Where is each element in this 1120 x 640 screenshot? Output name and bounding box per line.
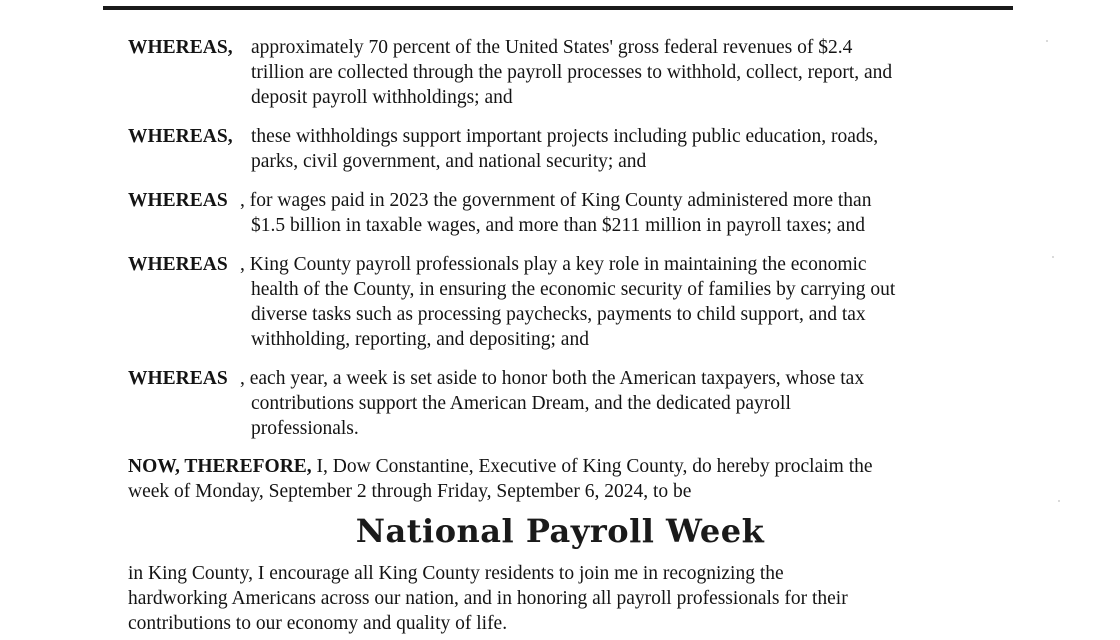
closing-line: hardworking Americans across our nation, and in honoring all payroll professionals for their <box>128 588 848 609</box>
whereas-clause-3 <box>128 188 1008 238</box>
clause-text <box>251 124 1008 174</box>
whereas-clause-1 <box>128 35 1008 110</box>
closing-paragraph <box>128 561 1008 636</box>
clause-line: contributions support the American Dream, and the dedicated payroll <box>251 393 791 414</box>
whereas-label: WHEREAS, <box>128 126 233 147</box>
proclamation-line-2: week of Monday, September 2 through Friday, September 6, 2024, to be <box>128 481 692 502</box>
clause-line: diverse tasks such as processing paychecks, payments to child support, and tax <box>251 304 866 325</box>
whereas-clause-2 <box>128 124 1008 174</box>
closing-line: contributions to our economy and quality of life. <box>128 613 508 634</box>
proclamation-title: National Payroll Week <box>355 512 765 550</box>
clause-text <box>240 188 1008 238</box>
closing-line: in King County, I encourage all King County residents to join me in recognizing the <box>128 563 784 584</box>
whereas-clause-4 <box>128 252 1008 352</box>
whereas-clause-5 <box>128 366 1008 441</box>
clause-line: deposit payroll withholdings; and <box>251 87 513 108</box>
whereas-label: WHEREAS <box>128 368 228 389</box>
clause-line: , King County payroll professionals play a key role in maintaining the economic <box>240 254 867 275</box>
clause-line: , for wages paid in 2023 the government of King County administered more than <box>240 190 872 211</box>
proclamation-paragraph <box>128 454 1008 504</box>
proclamation-text: I, Dow Constantine, Executive of King County, do hereby proclaim the <box>311 456 873 477</box>
clause-text <box>240 366 1008 441</box>
whereas-label: WHEREAS <box>128 190 228 211</box>
clause-line: health of the County, in ensuring the economic security of families by carrying out <box>251 279 896 300</box>
scan-speck <box>1052 256 1054 258</box>
clause-text <box>240 252 1008 352</box>
whereas-label: WHEREAS <box>128 254 228 275</box>
clause-line: approximately 70 percent of the United States' gross federal revenues of $2.4 <box>251 37 853 58</box>
clause-line: trillion are collected through the payroll processes to withhold, collect, report, and <box>251 62 893 83</box>
clause-line: these withholdings support important projects including public education, roads, <box>251 126 879 147</box>
scan-speck <box>1046 40 1048 42</box>
clause-line: withholding, reporting, and depositing; and <box>251 329 589 350</box>
scan-speck <box>1058 500 1060 502</box>
header-rule <box>103 6 1013 10</box>
now-therefore-label: NOW, THEREFORE, <box>128 456 312 477</box>
proclamation-line-1 <box>128 454 1008 479</box>
clause-line: parks, civil government, and national security; and <box>251 151 647 172</box>
clause-line: professionals. <box>251 418 359 439</box>
clause-line: , each year, a week is set aside to honor both the American taxpayers, whose tax <box>240 368 865 389</box>
whereas-label: WHEREAS, <box>128 37 233 58</box>
clause-line: $1.5 billion in taxable wages, and more than $211 million in payroll taxes; and <box>251 215 865 236</box>
clause-text <box>251 35 1008 110</box>
